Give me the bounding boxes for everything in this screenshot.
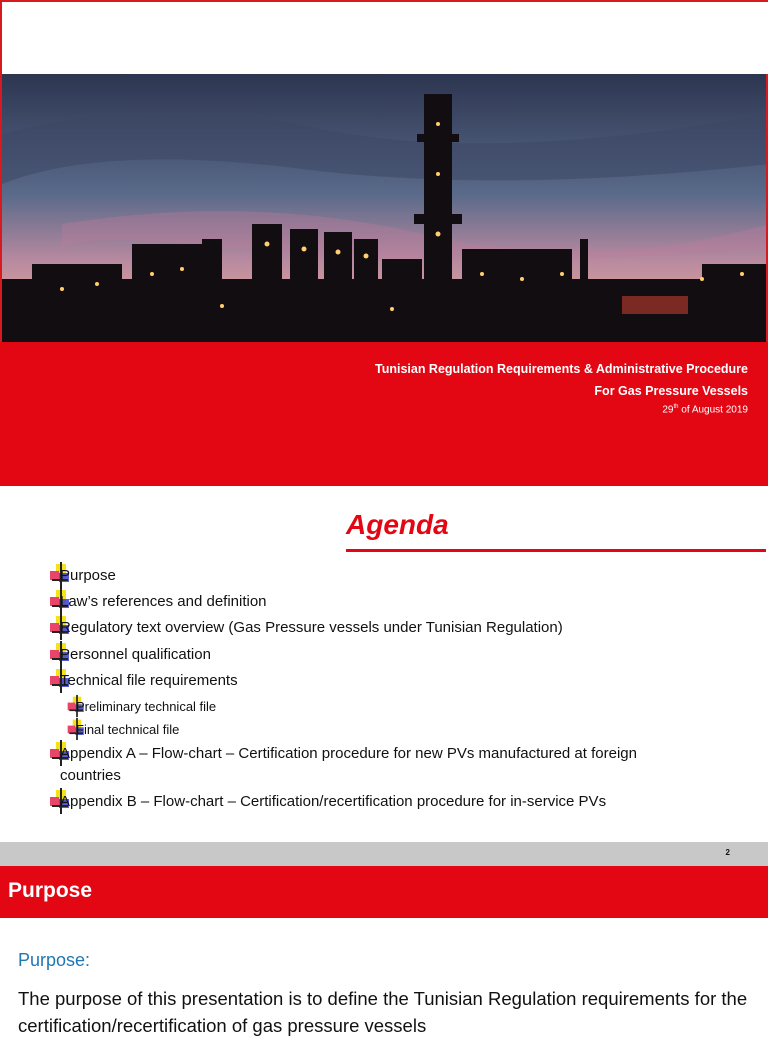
agenda-item: Personnel qualification <box>60 646 211 663</box>
agenda-item: Purpose <box>60 567 116 584</box>
date-rest: of August 2019 <box>678 404 748 416</box>
agenda-item-appendix-a: Appendix A – Flow-chart – Certification procedure for new PVs manufactured at foreign countries <box>60 745 637 784</box>
page-number: 2 <box>725 848 730 857</box>
presentation-title: Tunisian Regulation Requirements & Administrative Procedure <box>375 362 748 376</box>
agenda-item: Regulatory text overview (Gas Pressure vessels under Tunisian Regulation) <box>60 619 563 636</box>
refinery-photo <box>0 74 768 342</box>
agenda-item: Technical file requirements <box>60 672 238 689</box>
agenda-item-appendix-b: Appendix B – Flow-chart – Certification/recertification procedure for in-service PVs <box>60 793 607 810</box>
date-ordinal: th <box>673 404 679 410</box>
presentation-date <box>662 404 748 415</box>
title-slide-header-frame <box>0 0 768 74</box>
agenda-sub-item: Preliminary technical file <box>76 699 217 714</box>
purpose-body-text: The purpose of this presentation is to define the Tunisian Regulation requirements for the certification/recertification of gas pressure vessels <box>18 988 748 1036</box>
purpose-header: Purpose <box>8 879 93 902</box>
purpose-subtitle: Purpose: <box>18 950 91 970</box>
title-band <box>0 342 768 486</box>
agenda-title: Agenda <box>346 509 449 540</box>
agenda-underline <box>346 549 766 552</box>
date-day: 29 <box>662 404 674 416</box>
agenda-item: Law’s references and definition <box>60 593 267 610</box>
purpose-header-band <box>0 866 768 918</box>
agenda-sub-item: Final technical file <box>76 722 180 737</box>
presentation-subtitle: For Gas Pressure Vessels <box>594 384 748 398</box>
slide-footer-bar <box>0 842 768 866</box>
